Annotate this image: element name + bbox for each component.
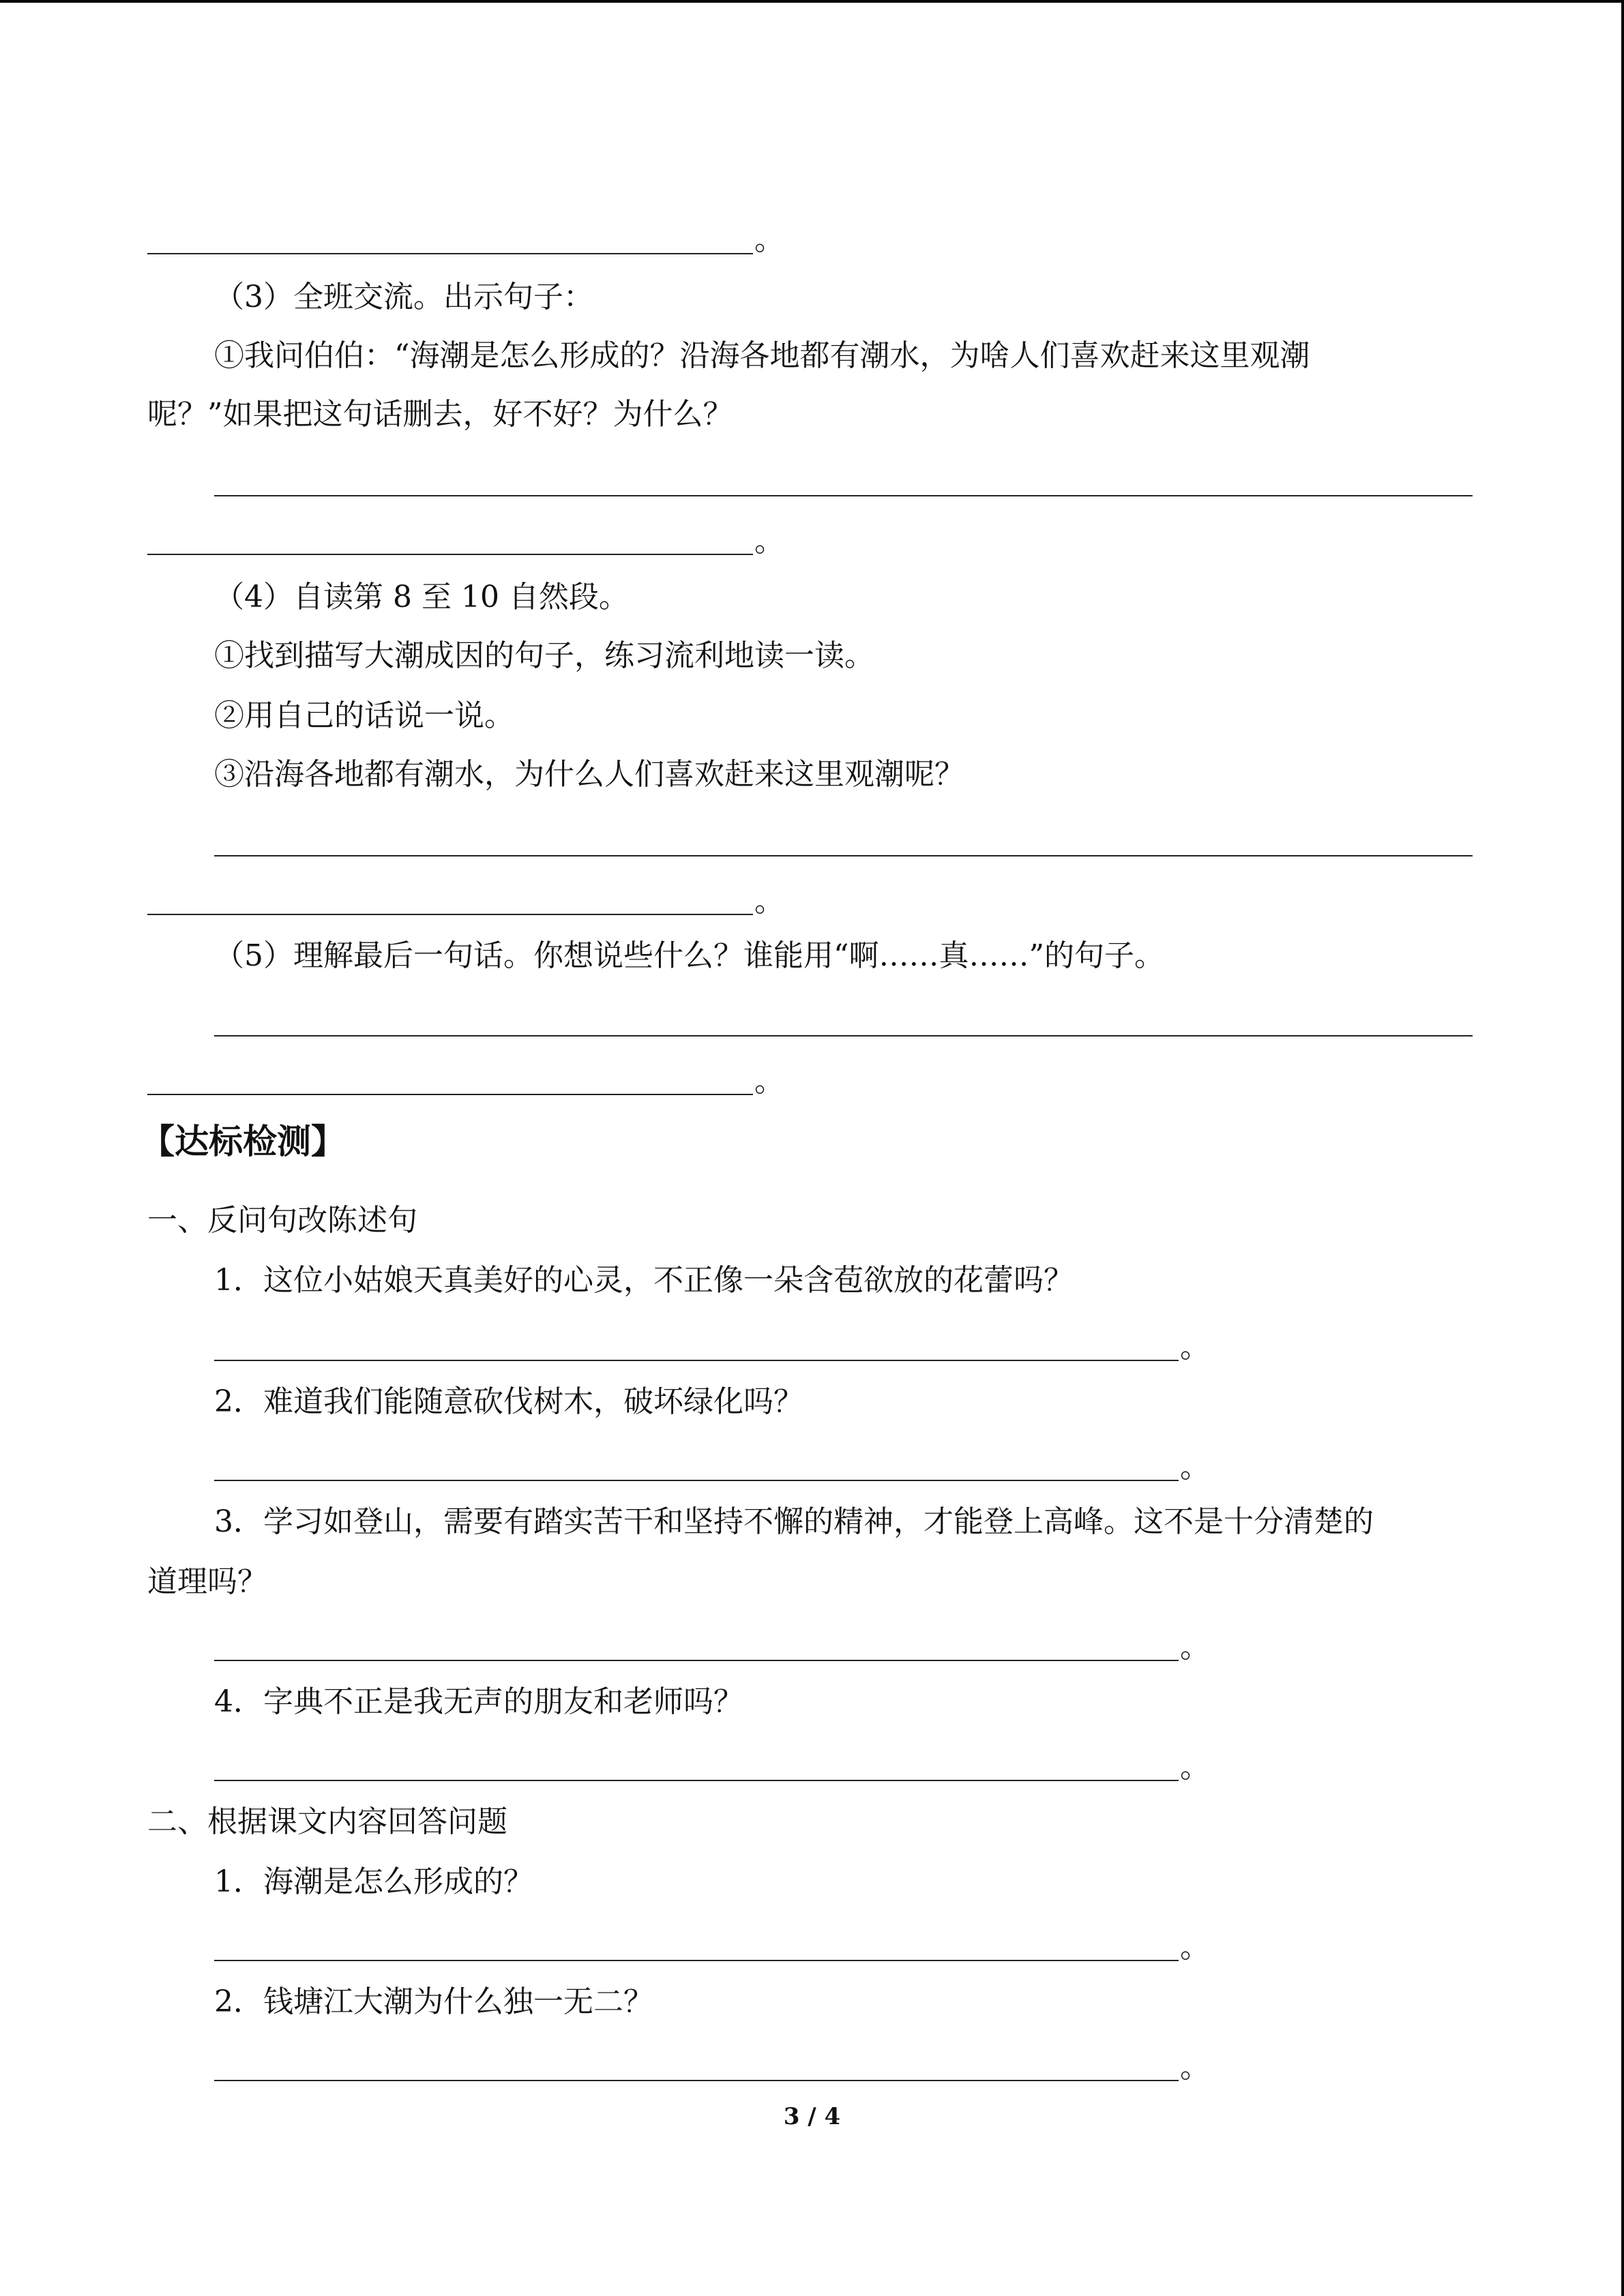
answer-line[interactable] (214, 1660, 1179, 1661)
answer-line[interactable] (147, 253, 753, 254)
answer-line[interactable] (214, 1035, 1473, 1037)
period-mark: 。 (1180, 1330, 1210, 1365)
section4-item1: ①找到描写大潮成因的句子，练习流利地读一读。 (214, 638, 874, 673)
period-mark: 。 (1180, 1450, 1210, 1485)
section5-title: （5）理解最后一句话。你想说些什么？谁能用“啊……真……”的句子。 (214, 938, 1164, 973)
answer-line[interactable] (214, 2080, 1179, 2081)
period-mark: 。 (1180, 1930, 1210, 1965)
answer-line[interactable] (214, 495, 1473, 496)
period-mark: 。 (1180, 2050, 1210, 2085)
part1-question-3-line2: 道理吗？ (147, 1564, 267, 1599)
page-right-border (1621, 0, 1624, 2296)
part1-question-2: 2．难道我们能随意砍伐树木，破坏绿化吗？ (214, 1384, 803, 1419)
part1-title: 一、反问句改陈述句 (147, 1203, 417, 1238)
period-mark: 。 (1180, 1630, 1210, 1665)
part1-question-4: 4．字典不正是我无声的朋友和老师吗？ (214, 1684, 743, 1719)
answer-line[interactable] (214, 1360, 1179, 1361)
answer-line[interactable] (147, 914, 753, 915)
section3-item1-line2: 呢？”如果把这句话删去，好不好？为什么？ (147, 397, 733, 432)
section4-title: （4）自读第 8 至 10 自然段。 (214, 580, 629, 614)
page-number: 3 / 4 (783, 2103, 841, 2130)
section4-item3: ③沿海各地都有潮水，为什么人们喜欢赶来这里观潮呢？ (214, 757, 964, 792)
section3-title: （3）全班交流。出示句子： (214, 280, 593, 314)
page-top-border (0, 0, 1624, 3)
part1-question-3-line1: 3．学习如登山，需要有踏实苦干和坚持不懈的精神，才能登上高峰。这不是十分清楚的 (214, 1504, 1374, 1539)
answer-line[interactable] (147, 1094, 753, 1095)
answer-line[interactable] (214, 1960, 1179, 1961)
period-mark: 。 (754, 884, 784, 919)
period-mark: 。 (754, 222, 784, 257)
part2-title: 二、根据课文内容回答问题 (147, 1804, 507, 1839)
section4-item2: ②用自己的话说一说。 (214, 698, 514, 733)
section3-item1-line1: ①我问伯伯：“海潮是怎么形成的？沿海各地都有潮水，为啥人们喜欢赶来这里观潮 (214, 338, 1310, 373)
period-mark: 。 (1180, 1750, 1210, 1785)
part1-question-1: 1．这位小姑娘天真美好的心灵，不正像一朵含苞欲放的花蕾吗？ (214, 1263, 1074, 1298)
period-mark: 。 (754, 1064, 784, 1099)
answer-line[interactable] (147, 554, 753, 555)
answer-line[interactable] (214, 1780, 1179, 1781)
answer-line[interactable] (214, 855, 1473, 856)
part2-question-1: 1．海潮是怎么形成的？ (214, 1864, 533, 1899)
period-mark: 。 (754, 524, 784, 558)
answer-line[interactable] (214, 1480, 1179, 1481)
test-heading: 【达标检测】 (141, 1122, 345, 1161)
part2-question-2: 2．钱塘江大潮为什么独一无二？ (214, 1984, 653, 2019)
